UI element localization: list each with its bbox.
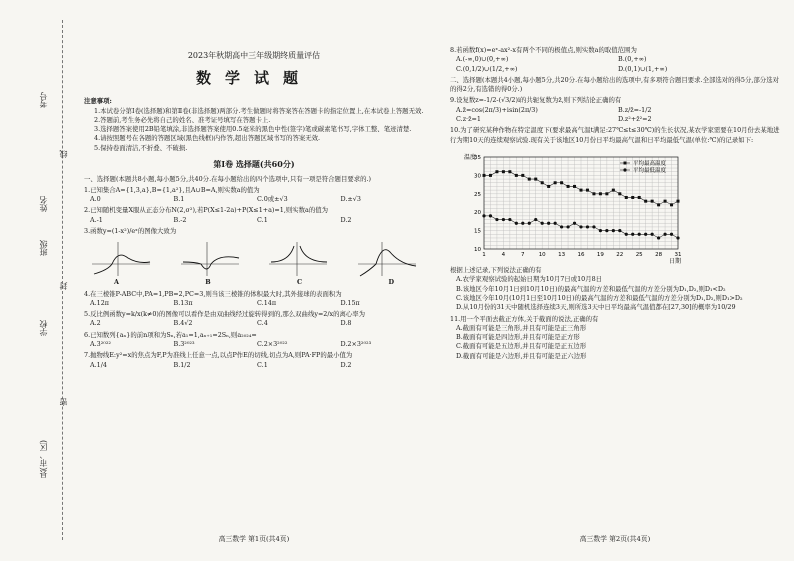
data-point [592, 192, 595, 195]
data-point [638, 196, 641, 199]
data-point [566, 225, 569, 228]
legend-marker [624, 161, 627, 164]
option: B.(0,+∞) [618, 55, 647, 64]
graph-d [356, 240, 418, 278]
option: A [114, 278, 119, 287]
data-point [495, 170, 498, 173]
data-point [651, 199, 654, 202]
data-point [676, 236, 679, 239]
question-4 [84, 290, 424, 309]
data-point [612, 229, 615, 232]
option: D.2×3²⁰²³ [340, 340, 372, 348]
question-6 [84, 331, 424, 350]
data-point [541, 181, 544, 184]
data-point [579, 225, 582, 228]
option: A.3²⁰²² [90, 340, 111, 348]
data-point [625, 196, 628, 199]
option: D.2 [340, 215, 352, 224]
question-stem: 3.函数y=(1-x²)/eˣ的图像大致为 [84, 227, 177, 236]
data-point [644, 199, 647, 202]
data-point [534, 177, 537, 180]
data-point [528, 177, 531, 180]
question-stem: 1.已知集合A={1,3,a},B={1,a²},且A∪B=A,则实数a的值为 [84, 185, 260, 194]
x-tick-label: 1 [482, 251, 486, 258]
function-graphs [84, 236, 424, 278]
data-point [663, 232, 666, 235]
options [84, 216, 424, 225]
x-tick-label: 13 [558, 251, 566, 258]
binding-strip [0, 0, 80, 561]
temperature-chart [460, 149, 780, 264]
option: D.(0,1)∪(1,+∞) [618, 64, 668, 73]
data-point [573, 185, 576, 188]
binding-label-name: 姓名 [39, 196, 48, 212]
option: A.(-∞,0)∪(0,+∞) [456, 55, 509, 64]
options [84, 361, 424, 370]
y-tick-label: 10 [474, 246, 481, 253]
data-point [586, 188, 589, 191]
option: D.截面有可能是六边形,并且有可能是正六边形 [456, 351, 587, 360]
question-lead: 根据上述记录,下列说法正确的有 [450, 266, 542, 275]
binding-label-county: 县(市、区) [39, 440, 48, 479]
question-1 [84, 186, 424, 205]
legend-label: 平均最低温度 [633, 167, 667, 174]
option: A.-1 [90, 215, 103, 224]
exam-name: 2023年秋期高中三年级期终质量评估 [187, 51, 321, 60]
option: B.4√2 [173, 319, 193, 328]
data-point [528, 221, 531, 224]
option: A.0 [90, 195, 101, 204]
question-stem: 10.为了研究某种作物在特定温度下(要求最高气温t满足:27℃≤t≤30℃)的生长状况,某农学家需要在10月份去某地进行为期10天的连续观察试验.现有关于该地区10月份日平均最高气温和日平均最低气温(单位:℃)的记录如下: [450, 126, 780, 144]
page-1 [84, 0, 424, 561]
option: C.该地区今年10月(10月1日至10月10日)的最高气温的方差和最低气温的方差分别为D₁,D₂,则D₁>D₂ [456, 293, 743, 302]
data-point [554, 181, 557, 184]
question-stem: 5.反比例函数y=k/x(k≠0)的图像可以看作是由双曲线经过旋转得到的,那么双曲线y=2/x的离心率为 [84, 310, 366, 319]
data-point [495, 218, 498, 221]
data-point [483, 174, 486, 177]
data-point [605, 229, 608, 232]
data-point [489, 174, 492, 177]
option: A.12π [90, 298, 109, 307]
option: A.z̄=cos(2π/3)+isin(2π/3) [456, 105, 538, 114]
option: D.15π [340, 298, 360, 307]
option: C.4 [257, 319, 268, 328]
data-point [508, 218, 511, 221]
footer-left: 高三数学 第1页(共4页) [218, 535, 290, 544]
data-point [541, 221, 544, 224]
y-tick-label: 15 [474, 228, 481, 235]
data-point [631, 232, 634, 235]
option: C.2×3²⁰²² [257, 340, 288, 348]
data-point [670, 203, 673, 206]
option: B.1 [173, 195, 185, 204]
option: B.截面有可能是四边形,并且有可能是正方形 [456, 333, 580, 342]
question-stem: 8.若函数f(x)=eˣ-ax²-x有两个不同的极值点,则实数a的取值范围为 [450, 46, 637, 54]
options [450, 55, 780, 74]
cut-text-secret: 密 [59, 398, 68, 406]
data-point [612, 188, 615, 191]
question-7 [84, 351, 424, 370]
y-tick-label: 30 [474, 173, 481, 180]
subject-title: 数学试题 [195, 68, 312, 87]
data-point [605, 192, 608, 195]
note-item: 3.选择题答案使用2B铅笔填涂,非选择题答案使用0.5毫米的黑色中性(签字)笔或碳素笔书写,字体工整、笔迹清楚. [94, 125, 412, 134]
y-axis-label: 温度 [464, 153, 477, 161]
part1-title: 第Ⅰ卷 选择题(共60分) [213, 159, 295, 170]
data-point [657, 203, 660, 206]
option: C.0或±√3 [257, 195, 288, 204]
option: D.8 [340, 319, 352, 328]
question-stem: 6.已知数列{aₙ}的前n项和为Sₙ,若a₁=1,aₙ₊₁=2Sₙ,则a₂₀₂₄= [84, 330, 257, 339]
question-8 [450, 46, 780, 74]
data-point [657, 236, 660, 239]
legend-label: 平均最高温度 [633, 160, 667, 167]
note-item: 5.保持卷面清洁,不折叠、不破损. [94, 143, 188, 152]
data-point [521, 174, 524, 177]
data-point [586, 225, 589, 228]
question-stem: 9.设复数z=-1/2-(√3/2)i的共轭复数为z̄,则下列结论正确的有 [450, 96, 622, 105]
x-tick-label: 16 [577, 251, 585, 258]
data-point [502, 170, 505, 173]
option: A.农学家观察试验的起始日期为10月7日或10月8日 [456, 275, 603, 284]
data-point [651, 232, 654, 235]
data-point [677, 199, 680, 202]
option: B.1/2 [173, 360, 191, 369]
data-point [567, 185, 570, 188]
data-point [592, 225, 595, 228]
section2-intro: 二、选择题(本题共4小题,每小题5分,共20分.在每小题给出的选项中,有多项符合题目要求.全部选对的得5分,部分选对的得2分,有选错的得0分.) [450, 75, 779, 94]
data-point [618, 229, 621, 232]
question-stem: 7.抛物线E:y²=x的焦点为F,P为准线上任意一点,以点P作E的切线,切点为A,则PA·FP的最小值为 [84, 351, 353, 360]
option: C.1 [257, 215, 268, 224]
data-point [521, 221, 524, 224]
data-point [489, 214, 492, 217]
question-stem: 11.用一个平面去截正方体,关于截面的说法,正确的有 [450, 314, 599, 323]
x-tick-label: 4 [501, 251, 506, 258]
options [84, 319, 424, 328]
data-point [547, 185, 550, 188]
x-tick-label: 28 [655, 251, 663, 258]
temperature-chart-svg [460, 149, 710, 265]
graph-c [267, 240, 329, 278]
data-point [554, 221, 557, 224]
data-point [638, 232, 641, 235]
notes [84, 97, 424, 153]
graph-labels [84, 278, 424, 287]
option: B.该地区今年10月1日到10月10日)的最高气温的方差和最低气温的方差分别为D₁,D₂,则D₁<D₂ [456, 284, 726, 293]
binding-label-school: 学校 [39, 320, 48, 336]
option: B [205, 278, 211, 287]
data-point [644, 232, 647, 235]
data-point [625, 232, 628, 235]
data-point [664, 199, 667, 202]
option: B.-2 [173, 215, 187, 224]
option: D.从10月份的31天中随机选择连续3天,则所选3天中日平均最高气温值都在[27,30]的概率为10/29 [456, 303, 736, 312]
legend-marker [623, 168, 626, 171]
question-3 [84, 227, 424, 288]
data-point [573, 221, 576, 224]
x-tick-label: 7 [521, 251, 525, 258]
note-item: 1.本试卷分第Ⅰ卷(选择题)和第Ⅱ卷(非选择题)两部分.考生做题时将答案答在答题卡的指定位置上,在本试卷上答题无效. [94, 106, 424, 115]
data-point [502, 218, 505, 221]
y-tick-label: 20 [474, 210, 481, 217]
data-point [599, 192, 602, 195]
x-tick-label: 31 [674, 251, 682, 258]
binding-label-exam-number: 考号 [39, 92, 48, 108]
cut-text-seal: 封 [59, 282, 68, 290]
cut-line [62, 20, 63, 540]
question-9 [450, 96, 780, 124]
option: C.z·z̄=1 [456, 114, 481, 123]
option: B.z/z̄=-1/2 [618, 105, 652, 114]
x-tick-label: 10 [538, 251, 546, 258]
option: D.2 [340, 360, 352, 369]
data-point [482, 214, 485, 217]
options [450, 106, 780, 125]
data-point [580, 188, 583, 191]
y-tick-label: 35 [474, 154, 481, 161]
data-point [547, 221, 550, 224]
graph-b [179, 240, 241, 278]
page-2 [450, 0, 780, 561]
x-tick-label: 22 [616, 251, 624, 258]
question-10 [450, 126, 780, 312]
option: D [388, 278, 394, 287]
options [84, 195, 424, 204]
data-point [618, 192, 621, 195]
question-stem: 4.在三棱锥P-ABC中,PA=1,PB=2,PC=3,则当该三棱锥的体积最大时,其外接球的表面积为 [84, 289, 342, 298]
footer-right: 高三数学 第2页(共4页) [579, 535, 651, 544]
question-2 [84, 206, 424, 225]
y-tick-label: 25 [474, 191, 481, 198]
option: C.截面有可能是五边形,并且有可能是正五边形 [456, 342, 587, 351]
x-tick-label: 19 [596, 251, 604, 258]
notes-heading: 注意事项: [84, 97, 112, 106]
question-stem: 2.已知随机变量X服从正态分布N(2,σ²),若P(X≤1-2a)+P(X≤1+a)=1,则实数a的值为 [84, 206, 329, 215]
option: C.1 [257, 360, 268, 369]
data-point [515, 174, 518, 177]
option: B.3²⁰²³ [173, 340, 195, 348]
option: C.(0,1/2)∪(1/2,+∞) [456, 64, 518, 73]
option: D.z²+z̄²=2 [618, 114, 652, 123]
section1-intro: 一、选择题(本题共8小题,每小题5分,共40分.在每小题给出的四个选项中,只有一项是符合题目要求的.) [84, 174, 372, 183]
data-point [599, 229, 602, 232]
option: C [297, 278, 303, 287]
x-tick-label: 25 [635, 251, 643, 258]
options [84, 299, 424, 308]
data-point [560, 181, 563, 184]
x-axis-label: 日期 [668, 257, 681, 265]
data-point [670, 232, 673, 235]
note-item: 2.答题前,考生务必先将自己的姓名、准考证号填写在答题卡上. [94, 115, 271, 124]
option: A.1/4 [90, 360, 107, 369]
data-point [515, 221, 518, 224]
question-11 [450, 315, 780, 361]
option: D.±√3 [340, 195, 361, 204]
note-item: 4.请按照题号在各题的答题区域(黑色线框)内作答,超出答题区域书写的答案无效. [94, 134, 321, 143]
option: B.13π [173, 298, 193, 307]
data-point [534, 218, 537, 221]
data-point [631, 196, 634, 199]
option: C.14π [257, 298, 277, 307]
cut-text-line: 线 [59, 150, 68, 158]
binding-label-class: 班级 [39, 240, 48, 256]
data-point [560, 225, 563, 228]
graph-a [90, 240, 152, 278]
options [84, 340, 424, 349]
question-5 [84, 310, 424, 329]
option: A.2 [90, 319, 101, 328]
option: A.截面有可能是三角形,并且有可能是正三角形 [456, 323, 587, 332]
data-point [508, 170, 511, 173]
